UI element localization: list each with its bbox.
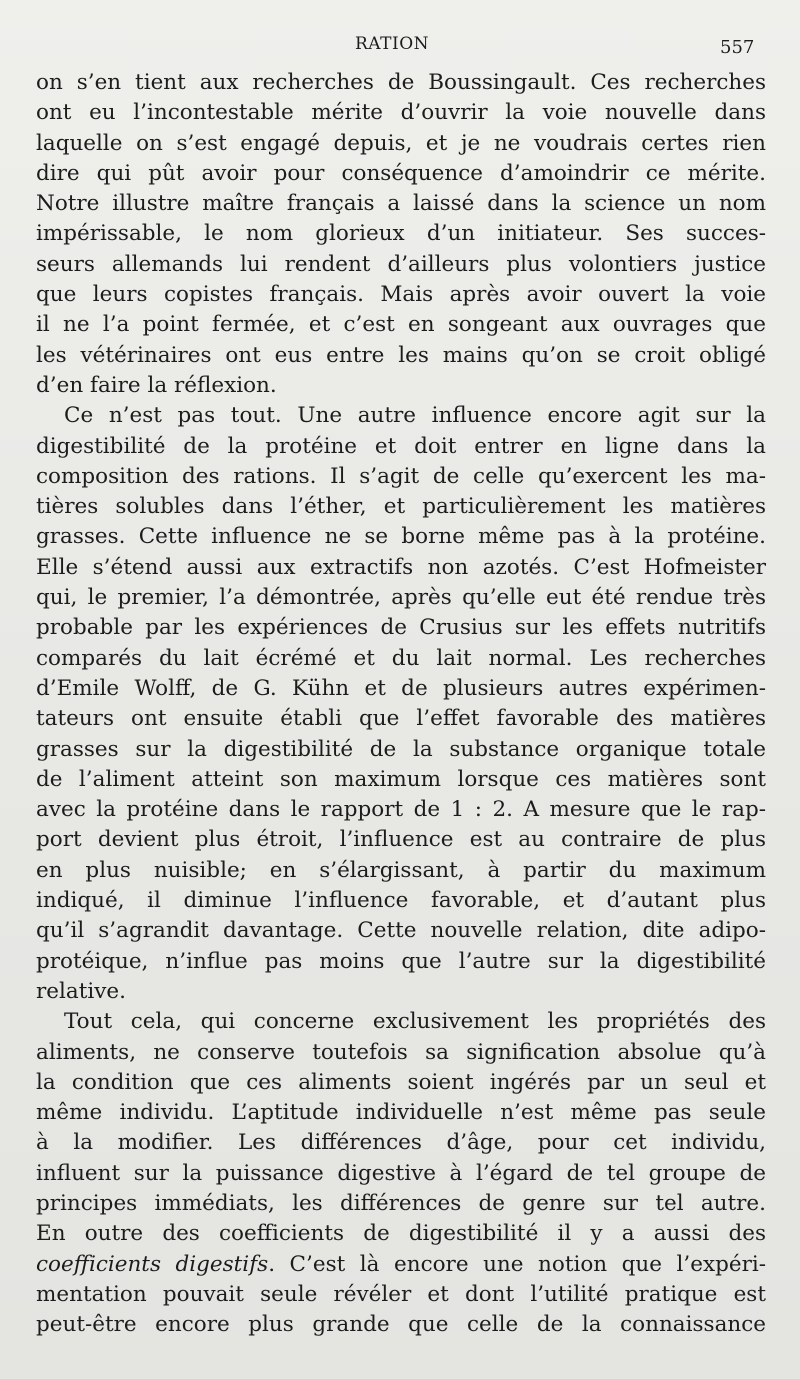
text-line: indiqué, il diminue l’influence favorable, et d’autant plus [36, 888, 766, 914]
text-line: les vétérinaires ont eus entre les mains qu’on se croit obligé [36, 342, 766, 368]
text-line: grasses. Cette influence ne se borne même pas à la protéine. [36, 524, 766, 550]
text-line: qu’il s’agrandit davantage. Cette nouvelle relation, dite adipo- [36, 918, 766, 944]
text-line [36, 1250, 766, 1280]
text-line: tières solubles dans l’éther, et particulièrement les matières [36, 494, 766, 520]
text-line: port devient plus étroit, l’influence est au contraire de plus [36, 827, 766, 853]
text-body [36, 68, 766, 1340]
text-line: il ne l’a point fermée, et c’est en songeant aux ouvrages que [36, 312, 766, 338]
text-line: En outre des coefficients de digestibilité il y a aussi des [36, 1221, 766, 1247]
text-line: Notre illustre maître français a laissé dans la science un nom [36, 191, 766, 217]
running-title: RATION [355, 34, 430, 54]
italic-term: coefficients digestifs [36, 1251, 269, 1277]
text-line: comparés du lait écrémé et du lait normal. Les recherches [36, 645, 766, 671]
text-line: influent sur la puissance digestive à l’égard de tel groupe de [36, 1160, 766, 1186]
page-number: 557 [720, 37, 755, 58]
text-line: peut-être encore plus grande que celle de la connaissance [36, 1312, 766, 1338]
text-line: ont eu l’incontestable mérite d’ouvrir la voie nouvelle dans [36, 100, 766, 126]
text-line: dire qui pût avoir pour conséquence d’amoindrir ce mérite. [36, 160, 766, 186]
text-line: en plus nuisible; en s’élargissant, à partir du maximum [36, 857, 766, 883]
text-line: impérissable, le nom glorieux d’un initiateur. Ses succes- [36, 221, 766, 247]
text-line: principes immédiats, les différences de genre sur tel autre. [36, 1190, 766, 1216]
line-text-rest: . C’est là encore une notion que l’expéri- [268, 1251, 767, 1277]
text-line: avec la protéine dans le rapport de 1 : 2. A mesure que le rap- [36, 797, 766, 823]
text-line: même individu. L’aptitude individuelle n’est même pas seule [36, 1100, 766, 1126]
text-line: on s’en tient aux recherches de Boussingault. Ces recherches [36, 70, 766, 95]
text-line: relative. [36, 978, 126, 1004]
text-line: grasses sur la digestibilité de la substance organique totale [36, 736, 766, 762]
text-line: la condition que ces aliments soient ingérés par un seul et [36, 1069, 766, 1095]
text-line: seurs allemands lui rendent d’ailleurs plus volontiers justice [36, 251, 766, 277]
text-line: tateurs ont ensuite établi que l’effet favorable des matières [36, 706, 766, 732]
text-line: probable par les expériences de Crusius sur les effets nutritifs [36, 615, 766, 641]
text-line: digestibilité de la protéine et doit entrer en ligne dans la [36, 433, 766, 459]
text-line: Ce n’est pas tout. Une autre influence encore agit sur la [64, 403, 766, 429]
text-line: d’en faire la réflexion. [36, 372, 277, 398]
text-line: protéique, n’influe pas moins que l’autre sur la digestibilité [36, 948, 766, 974]
text-line: de l’aliment atteint son maximum lorsque ces matières sont [36, 766, 766, 792]
text-line: aliments, ne conserve toutefois sa signification absolue qu’à [36, 1039, 766, 1065]
text-line: composition des rations. Il s’agit de celle qu’exercent les ma- [36, 463, 766, 489]
text-line: que leurs copistes français. Mais après avoir ouvert la voie [36, 282, 766, 308]
text-line: à la modifier. Les différences d’âge, pour cet individu, [36, 1130, 766, 1156]
text-line: Elle s’étend aussi aux extractifs non azotés. C’est Hofmeister [36, 554, 766, 580]
text-line: d’Emile Wolff, de G. Kühn et de plusieurs autres expérimen- [36, 675, 766, 701]
text-line: qui, le premier, l’a démontrée, après qu’elle eut été rendue très [36, 585, 766, 611]
text-line: laquelle on s’est engagé depuis, et je ne voudrais certes rien [36, 130, 766, 156]
text-line: Tout cela, qui concerne exclusivement les propriétés des [64, 1009, 766, 1035]
text-line: mentation pouvait seule révéler et dont l’utilité pratique est [36, 1281, 766, 1307]
running-head [0, 34, 800, 58]
